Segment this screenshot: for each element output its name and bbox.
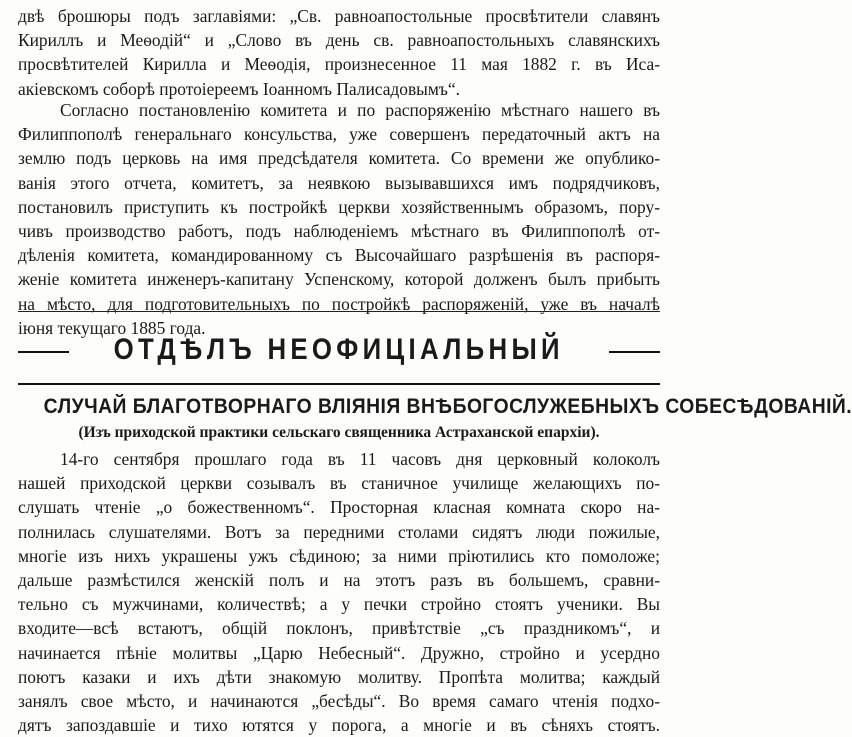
divider-rule — [18, 311, 660, 312]
text-line: Согласно постановленію комитета и по распоряженію мѣстнаго нашего въ — [60, 100, 660, 120]
text-line: дятъ запоздавшіе и тихо ютятся у порога, а многіе и въ сѣняхъ стоятъ. — [18, 715, 660, 736]
paragraph-brochures — [18, 4, 660, 101]
text-line: поютъ казаки и ихъ дѣти знакомую молитву. Пропѣта молитва; каждый — [18, 666, 660, 687]
text-line: женіе комитета инженеръ-капитану Успенскому, которой долженъ былъ прибыть — [18, 269, 660, 290]
text-line: двѣ брошюры подъ заглавіями: „Св. равноапостольные просвѣтители славянъ — [18, 6, 660, 26]
text-line: многіе изъ нихъ украшены ужъ сѣдиною; за ними пріютились кто помоложе; — [18, 545, 660, 566]
text-line: нашей приходской церкви созывалъ въ станичное училище желающихъ по- — [18, 473, 660, 494]
text-line: слушать чтеніе „о божественномъ“. Просторная класная комната скоро на- — [18, 497, 660, 518]
text-line: чивъ производство работъ, подъ наблюденіемъ мѣстнаго въ Филиппополѣ от- — [18, 220, 660, 241]
text-line: Кириллъ и Меѳодій“ и „Слово въ день св. равноапостольныхъ славянскихъ — [18, 30, 660, 51]
text-line: полнилась слушателями. Вотъ за передними столами сидятъ люди пожилые, — [18, 521, 660, 542]
text-line: дѣленія комитета, командированному съ Высочайшаго разрѣшенія въ распоря- — [18, 245, 660, 266]
heading-dash-right — [609, 351, 660, 353]
text-line: Филиппополѣ генеральнаго консульства, уже совершенъ передаточный актъ на — [18, 124, 660, 145]
text-line: на мѣсто, для подготовительныхъ по постройкѣ распоряженій, уже въ началѣ — [18, 293, 660, 314]
heading-dash-left — [18, 351, 69, 353]
text-line: 14-го сентября прошлаго года въ 11 часовъ дня церковный колоколъ — [60, 449, 660, 469]
paragraph-committee — [18, 98, 660, 340]
text-line: входите—всѣ встаютъ, общій поклонъ, привѣтствіе „съ праздникомъ“, и — [18, 618, 660, 639]
paragraph-article-body — [18, 447, 660, 737]
text-line: ванія этого отчета, комитетъ, за неявкою вызывавшихся имъ подрядчиковъ, — [18, 172, 660, 193]
text-line: постановилъ приступить къ постройкѣ церкви хозяйственнымъ образомъ, пору- — [18, 196, 660, 217]
text-line: акіевскомъ соборѣ протоіереемъ Іоанномъ Палисадовымъ“. — [18, 78, 460, 99]
section-heading — [18, 332, 660, 368]
article-subtitle: (Изъ приходской практики сельскаго священника Астраханской епархіи). — [78, 424, 600, 441]
article-title: СЛУЧАЙ БЛАГОТВОРНАГО ВЛІЯНІЯ ВНѢБОГОСЛУЖЕБНЫХЪ СОБЕСѢДОВАНІЙ. — [43, 395, 852, 418]
text-line: дальше размѣстился женскій полъ и на этотъ разъ въ большемъ, сравни- — [18, 569, 660, 590]
text-line: землю подъ церковь на имя предсѣдателя комитета. Со времени же опублико- — [18, 148, 660, 169]
section-heading-text: ОТДѢЛЪ НЕОФИЦІАЛЬНЫЙ — [113, 333, 565, 366]
text-line: занялъ свое мѣсто, и начинаются „бесѣды“. Во время самаго чтенія подхо- — [18, 690, 660, 711]
divider-rule-thick — [18, 383, 660, 385]
text-line: тельно съ мужчинами, количествѣ; а у печки стройно стоятъ ученики. Вы — [18, 594, 660, 615]
text-line: іюня текущаго 1885 года. — [18, 317, 206, 338]
text-line: начинается пѣніе молитвы „Царю Небесный“. Дружно, стройно и усердно — [18, 642, 660, 663]
text-line: просвѣтителей Кирилла и Меѳодія, произнесенное 11 мая 1882 г. въ Иса- — [18, 54, 660, 75]
